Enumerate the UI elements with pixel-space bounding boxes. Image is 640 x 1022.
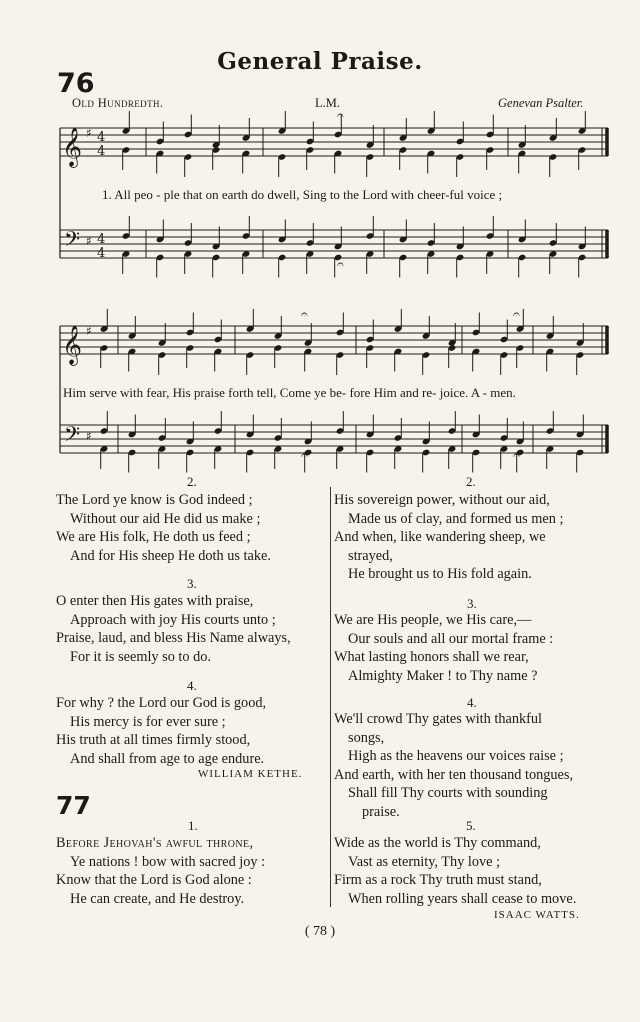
verse-line: Almighty Maker ! to Thy name ? <box>348 667 538 684</box>
verse-line: When rolling years shall cease to move. <box>348 890 577 907</box>
time-signature: 4 <box>97 232 106 247</box>
treble-clef-icon: 𝄞 <box>62 325 83 365</box>
stanza-number: 2. <box>466 474 476 489</box>
lyric-line-2: Him serve with fear, His praise forth tell, Come ye be- fore Him and re- joice. A - men. <box>63 385 516 400</box>
hymn77-stanza-3 <box>334 611 553 685</box>
verse-line: Wide as the world is Thy command, <box>334 835 541 851</box>
sharp-icon: ♯ <box>86 324 92 338</box>
sharp-icon: ♯ <box>86 429 92 443</box>
music-score <box>0 0 640 480</box>
verse-line: Approach with joy His courts unto ; <box>70 611 276 628</box>
lyric-line-1: 1. All peo - ple that on earth do dwell, Sing to the Lord with cheer-ful voice ; <box>102 187 503 202</box>
verse-line: Praise, laud, and bless His Name always, <box>56 630 291 646</box>
hymn77-stanza-4 <box>334 710 573 821</box>
verse-line: We'll crowd Thy gates with thankful <box>334 711 543 727</box>
fermata-icon: 𝄐 <box>513 448 520 462</box>
verse-line: We are His people, we His care,— <box>334 612 532 628</box>
verse-line: And shall from age to age endure. <box>70 750 265 767</box>
sharp-icon: ♯ <box>86 234 92 248</box>
verse-line: Our souls and all our mortal frame : <box>348 630 554 647</box>
page-number: ( 78 ) <box>304 924 336 939</box>
verse-line: And earth, with her ten thousand tongues, <box>334 766 574 783</box>
stanza-number: 4. <box>187 678 197 693</box>
fermata-icon: 𝄐 <box>513 307 520 321</box>
verse-line: His sovereign power, without our aid, <box>334 492 550 508</box>
verse-line: And for His sheep He doth us take. <box>70 547 271 564</box>
sharp-icon: ♯ <box>86 126 92 140</box>
hymn76-stanza-4 <box>56 694 266 768</box>
composer: Genevan Psalter. <box>498 96 584 110</box>
time-signature: 4 <box>97 246 106 261</box>
section-title: General Praise. <box>217 48 423 75</box>
verse-line: Ye nations ! bow with sacred joy : <box>70 853 266 870</box>
verse-line: High as the heavens our voices raise ; <box>348 748 564 764</box>
verse-line: The Lord ye know is God indeed ; <box>56 492 253 508</box>
verse-line: songs, <box>348 729 385 746</box>
verse-line-text: Before Jehovah's awful throne, <box>56 835 254 851</box>
hymn77-stanza-5 <box>334 834 576 908</box>
verse-line: He can create, and He destroy. <box>70 890 245 907</box>
fermata-icon: 𝄐 <box>301 307 308 321</box>
hymn-number-77: 77 <box>56 791 91 820</box>
fermata-icon: 𝄐 <box>301 448 308 462</box>
stanza-number: 4. <box>467 695 477 710</box>
time-signature: 4 <box>97 130 106 145</box>
verse-line: Know that the Lord is God alone : <box>56 872 252 888</box>
stanza-number: 1. <box>188 818 198 833</box>
verse-line: Without our aid He did us make ; <box>70 510 261 527</box>
author-77: ISAAC WATTS. <box>494 909 580 921</box>
fermata-icon: 𝄐 <box>337 108 344 122</box>
verse-line: Firm as a rock Thy truth must stand, <box>334 872 542 888</box>
meter: L.M. <box>315 96 340 110</box>
verse-line: He brought us to His fold again. <box>348 566 532 582</box>
verse-line: O enter then His gates with praise, <box>56 593 254 609</box>
hymn76-stanza-2 <box>56 491 271 565</box>
hymn77-stanza-2 <box>334 491 606 584</box>
verse-line: For it is seemly so to do. <box>70 648 211 665</box>
verse-line: And when, like wandering sheep, we <box>334 529 546 545</box>
column-divider <box>330 487 331 907</box>
stanza-number: 2. <box>187 474 197 489</box>
verse-line: His mercy is for ever sure ; <box>70 713 226 730</box>
verse-line: strayed, <box>348 547 393 564</box>
tune-name: Old Hundredth. <box>72 96 164 110</box>
stanza-number: 3. <box>467 596 477 611</box>
time-signature: 4 <box>97 144 106 159</box>
verse-line: His truth at all times firmly stood, <box>56 732 251 748</box>
author-76: WILLIAM KETHE. <box>198 768 303 780</box>
verse-line: Vast as eternity, Thy love ; <box>348 853 501 870</box>
fermata-icon: 𝄐 <box>337 257 344 271</box>
verse-line: For why ? the Lord our God is good, <box>56 695 267 711</box>
hymn76-stanza-3 <box>56 592 291 666</box>
bass-clef-icon: 𝄢 <box>64 422 81 451</box>
verse-line: praise. <box>362 803 400 820</box>
hymn-number-76: 76 <box>57 68 95 99</box>
verse-line <box>56 834 265 853</box>
stanza-number: 3. <box>187 576 197 591</box>
bass-clef-icon: 𝄢 <box>64 227 81 256</box>
verse-line: What lasting honors shall we rear, <box>334 649 529 665</box>
verse-line: Made us of clay, and formed us men ; <box>348 510 564 527</box>
hymn77-stanza-1 <box>56 834 265 908</box>
treble-clef-icon: 𝄞 <box>62 127 83 167</box>
verse-line: Shall fill Thy courts with sounding <box>348 785 548 801</box>
stanza-number: 5. <box>466 818 476 833</box>
verse-line: We are His folk, He doth us feed ; <box>56 529 251 545</box>
